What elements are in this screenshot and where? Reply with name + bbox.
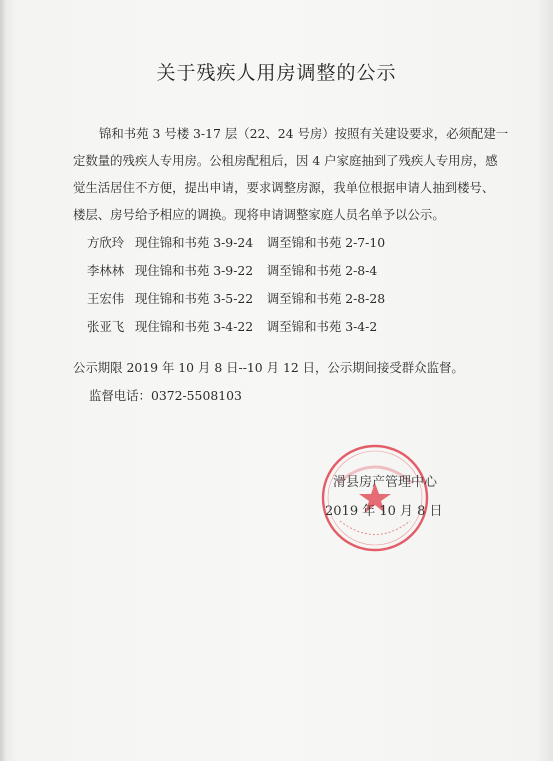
applicant-row (87, 233, 385, 251)
signature-date: 2019 年 10 月 8 日 (325, 504, 443, 519)
paragraph-line-4: 楼层、房号给予相应的调换。现将申请调整家庭人员名单予以公示。 (73, 207, 445, 222)
applicant-row (87, 289, 385, 307)
applicant-name: 方欣玲 (87, 235, 125, 250)
paragraph-line-1: 锦和书苑 3 号楼 3-17 层（22、24 号房）按照有关建设要求，必须配建一 (99, 126, 509, 141)
paragraph-line-3: 觉生活居住不方便，提出申请，要求调整房源，我单位根据申请人抽到楼号、 (73, 180, 495, 195)
applicant-new-address: 调至锦和书苑 2-8-4 (266, 263, 378, 278)
notice-period: 公示期限 2019 年 10 月 8 日--10 月 12 日，公示期间接受群众监督。 (73, 360, 464, 375)
notice-title: 关于残疾人用房调整的公示 (156, 62, 397, 84)
applicant-name: 王宏伟 (87, 291, 125, 306)
applicant-new-address: 调至锦和书苑 2-7-10 (266, 235, 386, 250)
applicant-name: 张亚飞 (87, 319, 125, 334)
applicant-current-address: 现住锦和书苑 3-5-22 (134, 291, 254, 306)
paragraph-line-2: 定数量的残疾人专用房。公租房配租后，因 4 户家庭抽到了残疾人专用房，感 (73, 153, 498, 168)
applicant-new-address: 调至锦和书苑 2-8-28 (266, 291, 386, 306)
supervision-phone: 监督电话：0372-5508103 (89, 388, 242, 403)
applicant-name: 李林林 (87, 263, 125, 278)
signature-organization: 滑县房产管理中心 (333, 475, 438, 490)
applicant-current-address: 现住锦和书苑 3-9-24 (134, 235, 254, 250)
applicant-new-address: 调至锦和书苑 3-4-2 (266, 319, 378, 334)
scan-edge-shadow (0, 0, 6, 761)
official-seal-icon (320, 443, 430, 553)
applicant-row (87, 317, 377, 335)
applicant-current-address: 现住锦和书苑 3-4-22 (134, 319, 254, 334)
applicant-current-address: 现住锦和书苑 3-9-22 (134, 263, 254, 278)
applicant-row (87, 261, 377, 279)
